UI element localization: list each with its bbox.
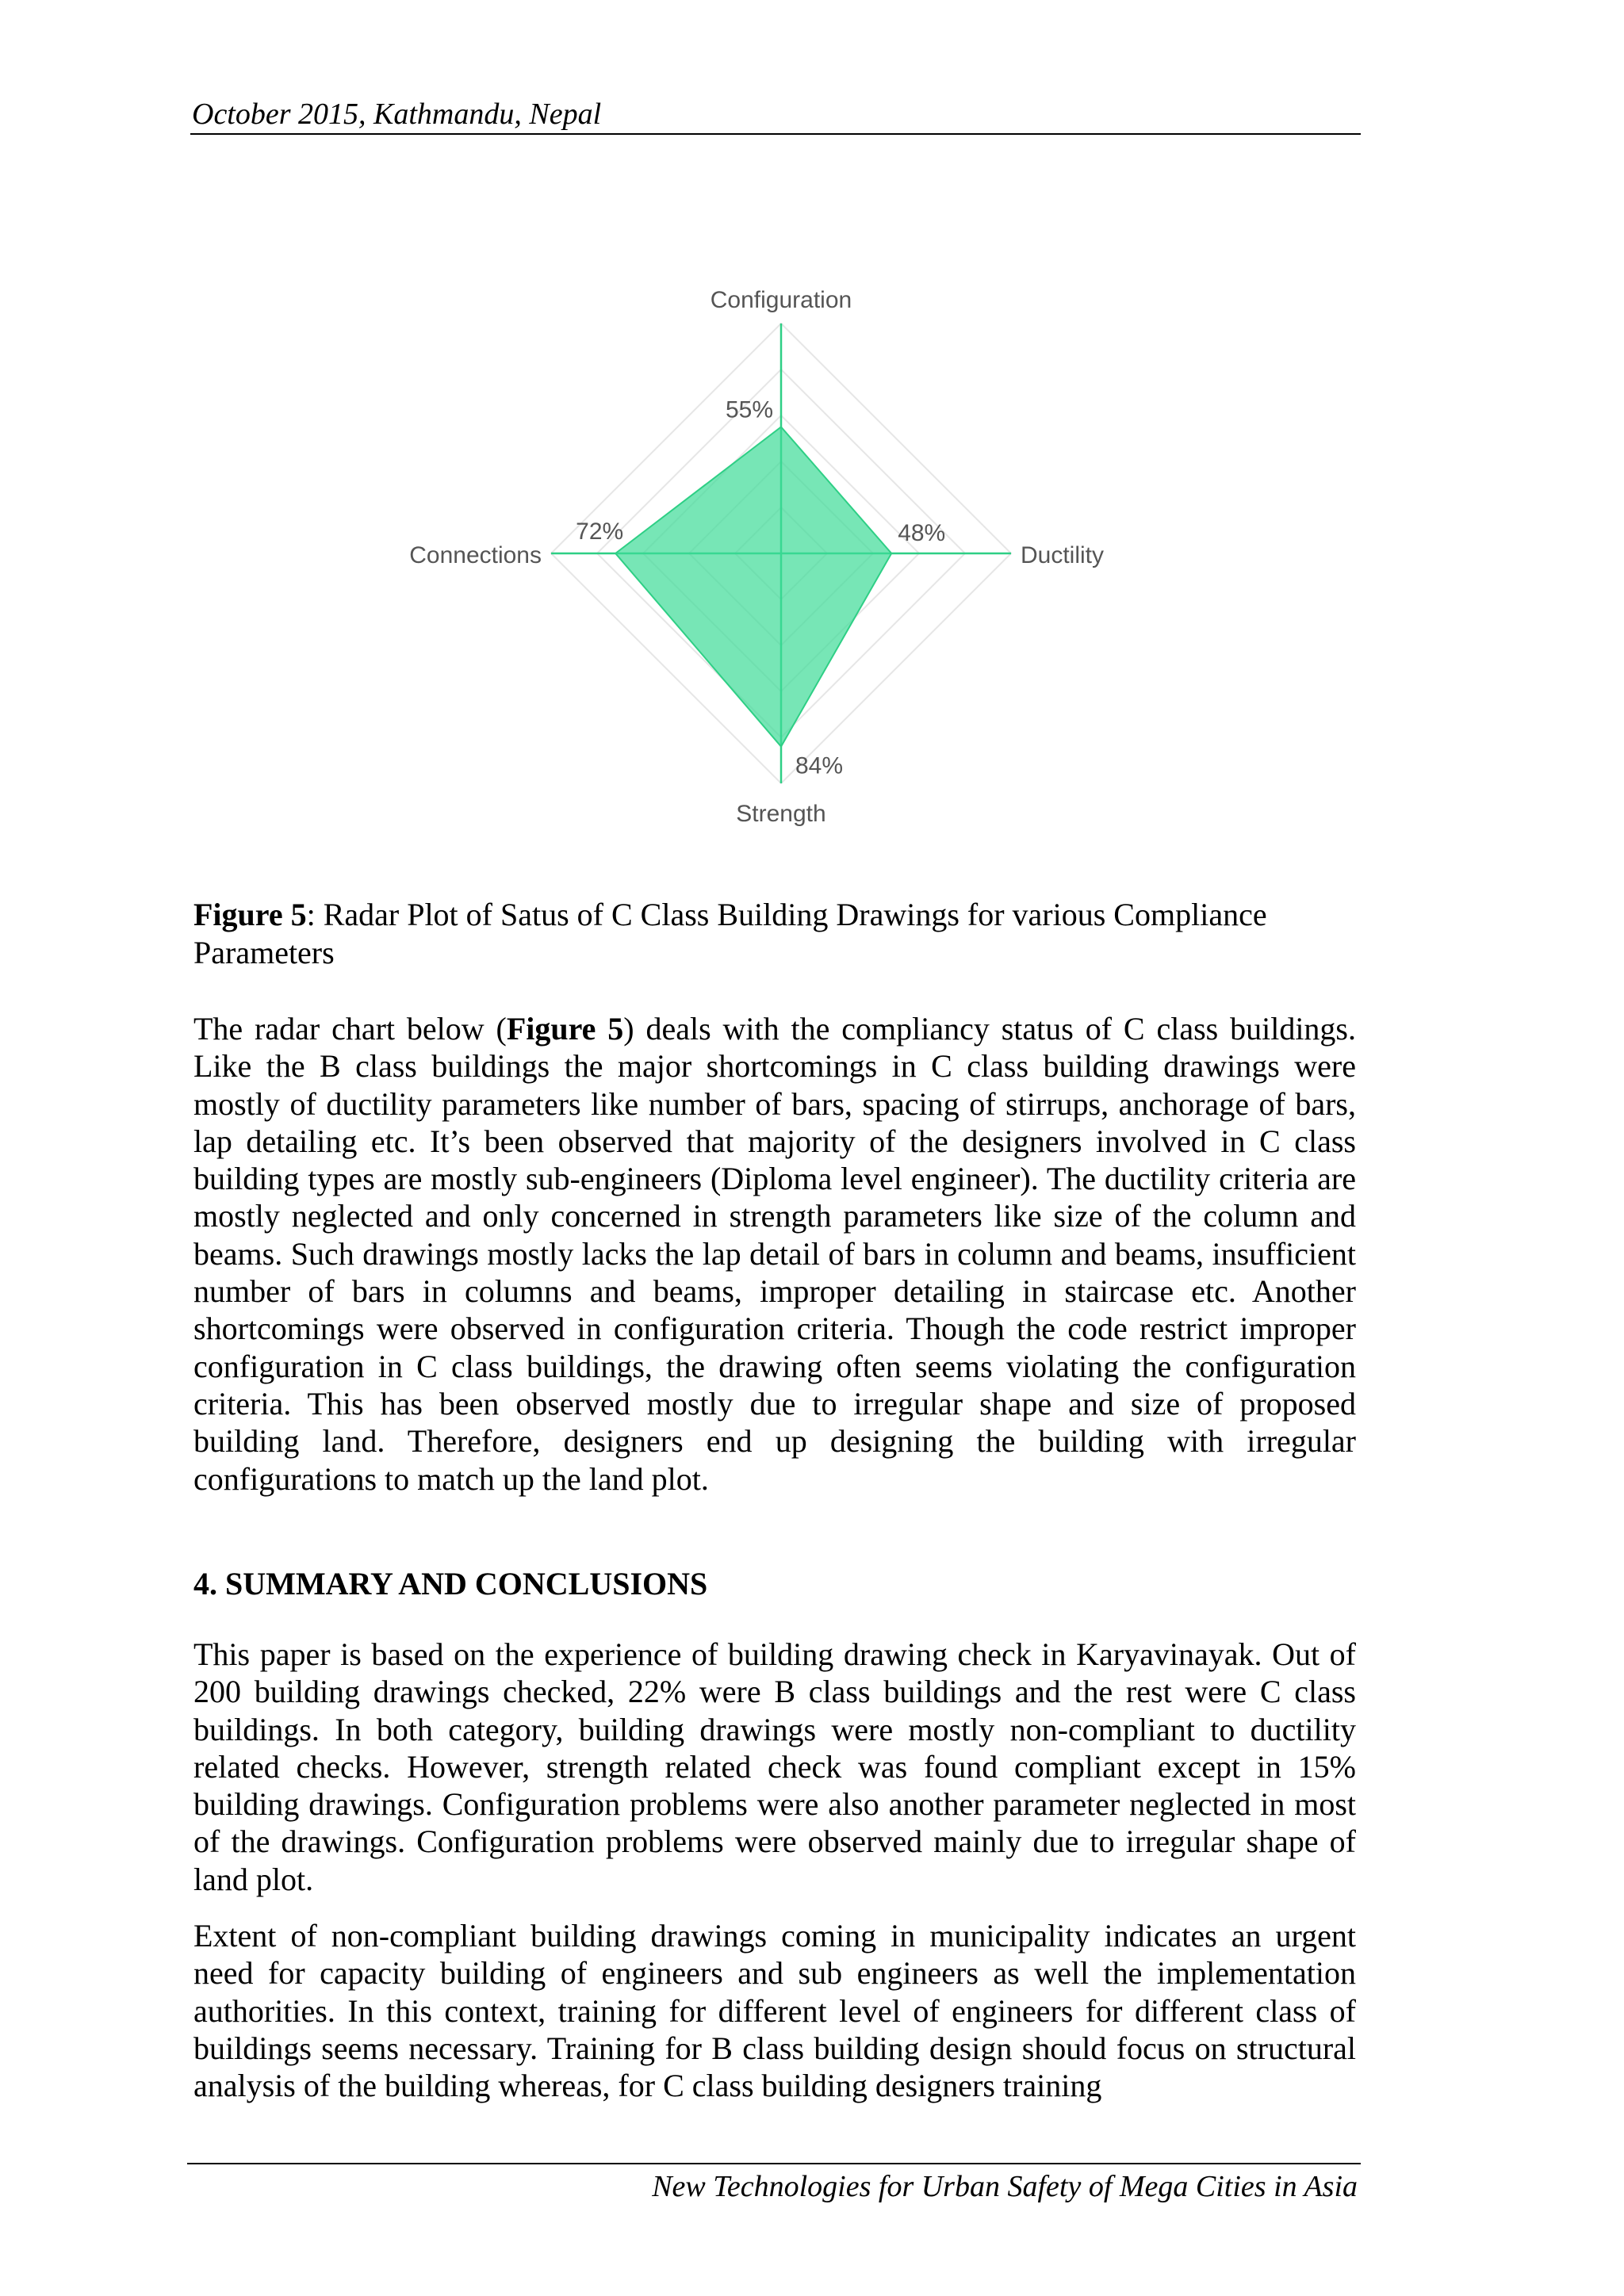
section-heading: 4. SUMMARY AND CONCLUSIONS: [193, 1566, 708, 1601]
p1-before: The radar chart below (: [193, 1011, 507, 1047]
radar-axis-label: Connections: [409, 542, 542, 568]
body-paragraph-3: Extent of non-compliant building drawings coming in municipality indicates an urgent need for capacity building of engineers and sub engineers as well the implementation authorities. In this context, training for different level of engineers for different class of buildings seems necessary. Training for B class building design should focus on structural analysis of the building whereas, for C class building designers training: [193, 1918, 1356, 2104]
figure-caption-text: : Radar Plot of Satus of C Class Building Drawings for various Compliance Parameters: [193, 897, 1267, 970]
radar-data-area: [615, 427, 891, 747]
radar-value-label: 48%: [898, 520, 946, 546]
radar-axis-label: Strength: [736, 801, 826, 827]
running-header: October 2015, Kathmandu, Nepal: [192, 98, 602, 131]
footer-rule: [187, 2163, 1361, 2164]
radar-chart: [0, 0, 1624, 872]
figure-caption: [193, 896, 1361, 972]
radar-value-label: 55%: [725, 396, 773, 423]
radar-value-label: 84%: [795, 752, 844, 779]
radar-value-label: 72%: [576, 519, 624, 545]
radar-axis-label: Configuration: [710, 287, 852, 313]
body-paragraph-2: This paper is based on the experience of building drawing check in Karyavinayak. Out of 200 building drawings checked, 22% were B class buildings and the rest were C class buildings. In both category, building drawings were mostly non-compliant to ductility related checks. However, strength related check was found compliant except in 15% building drawings. Configuration problems were also another parameter neglected in most of the drawings. Configuration problems were observed mainly due to irregular shape of land plot.: [193, 1636, 1356, 1897]
figure-label: Figure 5: [193, 897, 307, 932]
p1-after: ) deals with the compliancy status of C class buildings. Like the B class buildings the major shortcomings in C class building drawings were mostly of ductility parameters like number of bars, spacing of stirrups, anchorage of bars, lap detailing etc. It’s been observed that majority of the designers involved in C class building types are mostly sub-engineers (Diploma level engineer). The ductility criteria are mostly neglected and only concerned in strength parameters like size of the column and beams. Such drawings mostly lacks the lap detail of bars in column and beams, insufficient number of bars in columns and beams, improper detailing in staircase etc. Another shortcomings were observed in configuration criteria. Though the code restrict improper configuration in C class buildings, the drawing often seems violating the configuration criteria. This has been observed mostly due to irregular shape and size of proposed building land. Therefore, designers end up designing the building with irregular configurations to match up the land plot.: [193, 1011, 1356, 1497]
running-footer: New Technologies for Urban Safety of Mega Cities in Asia: [652, 2170, 1358, 2203]
radar-axis-label: Ductility: [1021, 542, 1105, 568]
body-paragraph-1: [193, 1010, 1356, 1498]
figure-reference: Figure 5: [506, 1011, 624, 1047]
